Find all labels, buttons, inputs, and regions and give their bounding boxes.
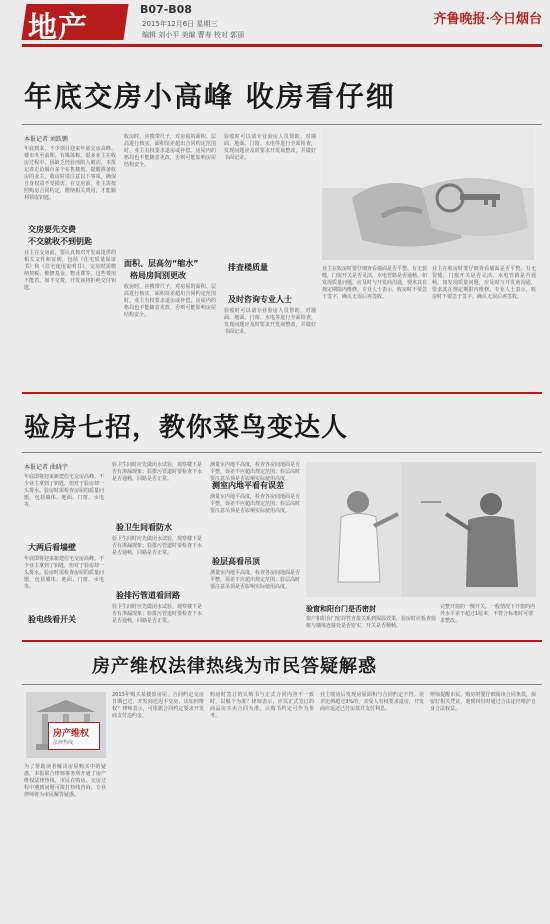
article1-col5-text: 业主在收房时要仔细查看墙面是否平整、有无裂缝，门窗开关是否灵活，水电管路是否通畅。如发现质量问题，应及时与开发商沟通，要求其在规定期限内维修。专业人士表示，收房时不要急于签字，确认无误后再签收。	[322, 266, 428, 300]
article2-byline: 本报记者 曲晓宇	[24, 464, 68, 471]
article2-col3b-text: 测量室内地平高度，检查各房间地面是否平整，误差不应超出规定范围；验层高时要注意吊顶是否影响实际使用高度。	[210, 494, 301, 514]
keys-photo-icon	[322, 128, 534, 260]
header-rule	[22, 44, 542, 47]
article3-col2-text: 2013年购买某楼盘房屋，合同约定交房日期已过，开发商迟迟不交房，该如何维权？律师表示，可依据合同约定要求开发商支付违约金。	[112, 692, 204, 719]
section-rule-1	[22, 392, 542, 394]
article1-col3b-text: 收房时，应携带尺子，对房屋的面积、层高进行核实，面积误差超出合同约定范围时，业主有权要求退房或补偿。房屋内的格局也不能随意更改，否则可能影响房屋结构安全。	[124, 284, 216, 318]
article1-subhead5: 排查楼质量	[228, 263, 268, 272]
article1-col2-text: 业主在交房前，要认真核对开发商提供的相关文件和证明，包括《住宅质量保证书》和《住宅使用说明书》。交房时需缴纳契税、维修基金、物业费等，这些费用不能省。如不交费，开发商将拒绝交付钥匙。	[24, 250, 116, 291]
article1-col4b-text: 验收时可以请专业验房人员帮助，对墙面、地面、门窗、水电等进行全面检查，发现问题应及时要求开发商整改，并做好书面记录。	[224, 308, 316, 335]
article2-col3-text: 测量室内地平高度，检查各房间地面是否平整，误差不应超出规定范围；验层高时要注意吊顶是否影响实际使用高度。	[210, 462, 301, 482]
article3-headline: 房产维权法律热线为市民答疑解惑	[92, 656, 377, 677]
article2-top-rule	[22, 452, 542, 453]
article2-subhead5: 测室内地平看有误差	[212, 481, 284, 490]
article1-headline: 年底交房小高峰 收房看仔细	[24, 80, 396, 113]
article1-col6-text: 业主在收房时要仔细查看墙面是否平整、有无裂缝，门窗开关是否灵活，水电管路是否通畅。如发现质量问题，应及时与开发商沟通，要求其在规定期限内维修。专业人士表示，收房时不要急于签字，确认无误后再签收。	[432, 266, 536, 300]
dateline: 2015年12月6日 星期三	[142, 20, 218, 28]
article1-subhead1: 交房要先交费	[28, 225, 76, 234]
article3-col4-text: 业主收房后发现房屋面积与合同约定不符，误差比例超过3%的，买受人有权要求退房，开发商应返还已付房款并支付利息。	[320, 692, 424, 712]
article2-subhead4: 验排污管道看回路	[116, 591, 180, 600]
article2-subhead1: 大两后看墙壁	[28, 543, 76, 552]
article1-subhead4: 格局房间别更改	[130, 271, 186, 280]
article1-col1-text: 年底到来，不少项目迎来年底交房高峰。楼市冬至前期，有媒体称，很多业主在收房过程中，因缺乏经验而陷入被动。本报记者走访烟台多个在售楼盘，提醒准备收房的业主，收房时请注意以下事项，确保自身权益不受损害。在交房前，业主需按照购房合同约定，缴纳相关费用，才能顺利领取钥匙。	[24, 146, 116, 201]
article2-headline: 验房七招，教你菜鸟变达人	[24, 413, 349, 443]
article1-byline: 本报记者 刘跃鹏	[24, 136, 68, 143]
article2-subhead6: 验层高看吊顶	[212, 557, 260, 566]
article2-col1b-text: 年底即将迎来新建住宅交房高峰。不少业主拿到了钥匙，但对于验房却一头雾水。验房时需检查房屋的质量问题，包括墙体、地面、门窗、水电等。	[24, 556, 105, 590]
article2-subhead3: 验卫生间看防水	[116, 523, 172, 532]
article2-photo-caption-body: 窗户和阳台门密封性直接关系到保温效果，验房时应检查窗框与墙体连接处是否密实，开关是否顺畅。	[306, 616, 437, 629]
article2-col2b-text: 验卫生间时应先做闭水试验，观察楼下是否有渗漏现象；验排污管道时要检查下水是否通畅，回路是否正常。	[112, 536, 203, 556]
article1-top-rule	[22, 124, 542, 125]
page-header	[0, 0, 550, 42]
section-rule-2	[22, 640, 542, 642]
article2-photo-caption: 验窗和阳台门是否密封	[306, 605, 376, 613]
editors-line: 编辑 刘小平 美编 曹寿 校对 郭丽	[142, 31, 245, 39]
article1-subhead3: 面积、层高勿“缩水”	[124, 259, 199, 268]
article2-side-caption: 完整开窗的一侧开关，一般情况下开窗的内外水平差不超过1厘米，不符合标准时可要求整改。	[440, 604, 536, 624]
article2-photo-inspection	[306, 462, 536, 597]
page-numbers: B07-B08	[140, 3, 192, 16]
article2-subhead2: 验电线看开关	[28, 615, 76, 624]
paper-name: 齐鲁晚报·今日烟台	[433, 12, 542, 27]
article1-col3-text: 收房时，应携带尺子，对房屋的面积、层高进行核实，面积误差超出合同约定范围时，业主有权要求退房或补偿。房屋内的格局也不能随意更改，否则可能影响房屋结构安全。	[124, 134, 216, 168]
article2-col2-text: 验卫生间时应先做闭水试验，观察楼下是否有渗漏现象；验排污管道时要检查下水是否通畅，回路是否正常。	[112, 462, 203, 482]
article2-col3c-text: 测量室内地平高度，检查各房间地面是否平整，误差不应超出规定范围；验层高时要注意吊顶是否影响实际使用高度。	[210, 570, 301, 590]
section-logo: 地产	[28, 10, 89, 44]
article1-photo-keys	[322, 128, 534, 260]
article3-col1-text: 为了帮助读者解决房屋购买中的疑惑，本报联合律师事务所开通了房产维权法律热线，市民在购房、交房过程中遇到问题可拨打热线咨询，专业律师将为市民解答疑惑。	[24, 764, 106, 798]
hotline-title: 房产维权	[53, 729, 90, 739]
article3-top-rule	[22, 684, 542, 685]
hotline-subtitle: 法律热线	[53, 740, 74, 746]
article2-col2c-text: 验卫生间时应先做闭水试验，观察楼下是否有渗漏现象；验排污管道时要检查下水是否通畅，回路是否正常。	[112, 604, 203, 624]
article1-subhead2: 不交就收不到钥匙	[28, 237, 92, 246]
hotline-badge	[48, 722, 100, 750]
inspection-photo-icon	[306, 462, 536, 597]
article3-col3-text: 购房时签订的认购书与正式合同内容不一致时，以哪个为准？律师表示，应以正式签订的商品房买卖合同为准，认购书约定可作为参考。	[210, 692, 314, 719]
article1-col4-text: 验收时可以请专业验房人员帮助，对墙面、地面、门窗、水电等进行全面检查，发现问题应及时要求开发商整改，并做好书面记录。	[224, 134, 316, 161]
article1-subhead6: 及时咨询专业人士	[228, 295, 292, 304]
article2-col1-text: 年底即将迎来新建住宅交房高峰。不少业主拿到了钥匙，但对于验房却一头雾水。验房时需检查房屋的质量问题，包括墙体、地面、门窗、水电等。	[24, 474, 105, 508]
article3-col5-text: 律师提醒市民，购房时要仔细阅读合同条款，保留好相关凭证，遇到纠纷时通过合法途径维护自身合法权益。	[430, 692, 536, 712]
